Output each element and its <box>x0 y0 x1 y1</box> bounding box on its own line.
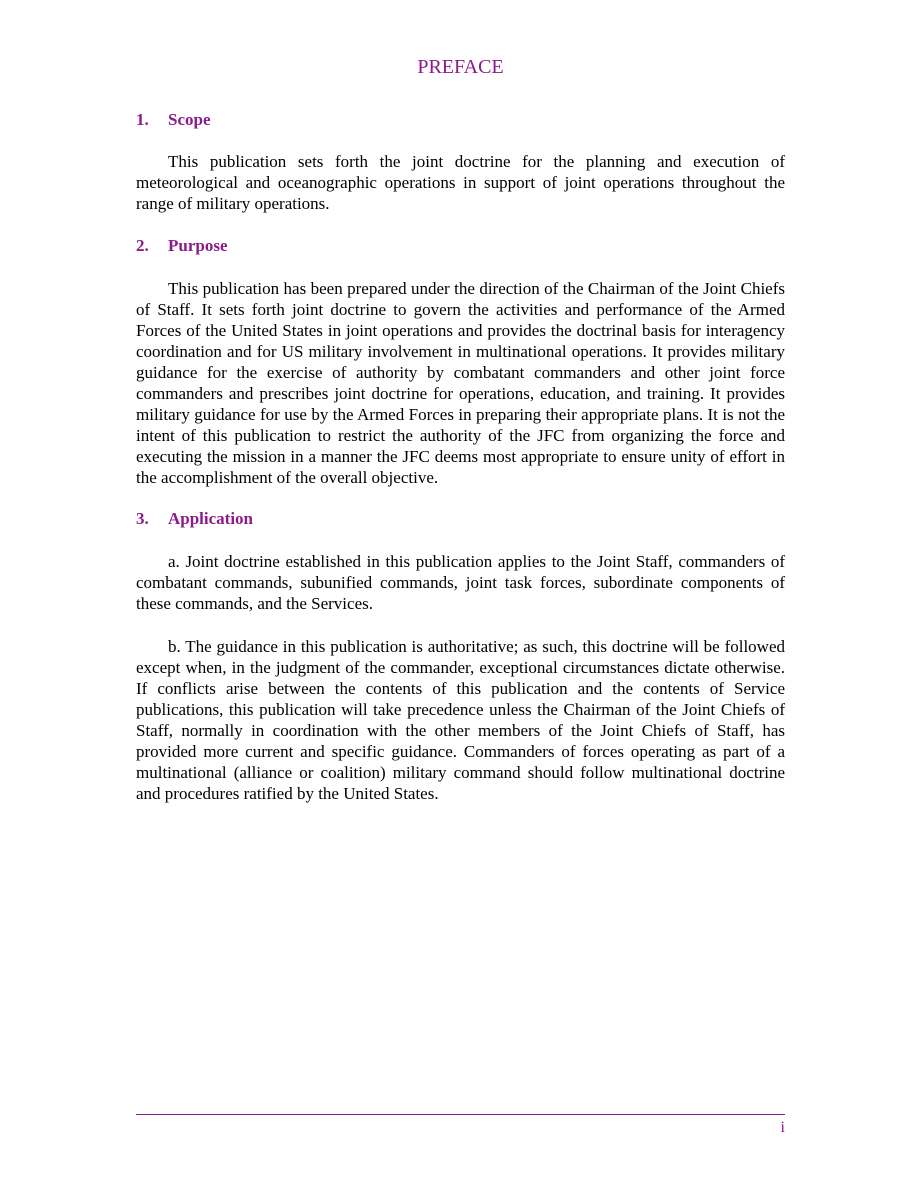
page-title: PREFACE <box>417 56 504 78</box>
section-title: Application <box>168 509 254 528</box>
section-number: 1. <box>136 110 149 129</box>
footer-divider <box>136 1114 785 1115</box>
section-number: 3. <box>136 509 149 528</box>
section-heading-scope <box>136 110 211 130</box>
purpose-paragraph: This publication has been prepared under the direction of the Chairman of the Joint Chiefs of Staff. It sets forth joint doctrine to govern the activities and performance of the Armed Forces of the United States in joint operations and provides the doctrinal basis for interagency coordination and for US military involvement in multinational operations. It provides military guidance for the exercise of authority by combatant commanders and other joint force commanders and prescribes joint doctrine for operations, education, and training. It provides military guidance for use by the Armed Forces in preparing their appropriate plans. It is not the intent of this publication to restrict the authority of the JFC from organizing the force and executing the mission in a manner the JFC deems most appropriate to ensure unity of effort in the accomplishment of the overall objective. <box>136 279 785 487</box>
scope-paragraph: This publication sets forth the joint doctrine for the planning and execution of meteorological and oceanographic operations in support of joint operations throughout the range of military operations. <box>136 152 785 213</box>
section-title: Scope <box>168 110 211 129</box>
section-heading-purpose <box>136 236 228 256</box>
section-heading-application <box>136 509 253 529</box>
application-paragraph-a: a. Joint doctrine established in this publication applies to the Joint Staff, commanders of combatant commands, subunified commands, joint task forces, subordinate components of these commands, and the Services. <box>136 552 785 613</box>
section-number: 2. <box>136 236 149 255</box>
section-title: Purpose <box>168 236 228 255</box>
page-number: i <box>780 1119 785 1136</box>
application-paragraph-b: b. The guidance in this publication is authoritative; as such, this doctrine will be followed except when, in the judgment of the commander, exceptional circumstances dictate otherwise. If conflicts arise between the contents of this publication and the contents of Service publications, this publication will take precedence unless the Chairman of the Joint Chiefs of Staff, normally in coordination with the other members of the Joint Chiefs of Staff, has provided more current and specific guidance. Commanders of forces operating as part of a multinational (alliance or coalition) military command should follow multinational doctrine and procedures ratified by the United States. <box>136 637 785 803</box>
